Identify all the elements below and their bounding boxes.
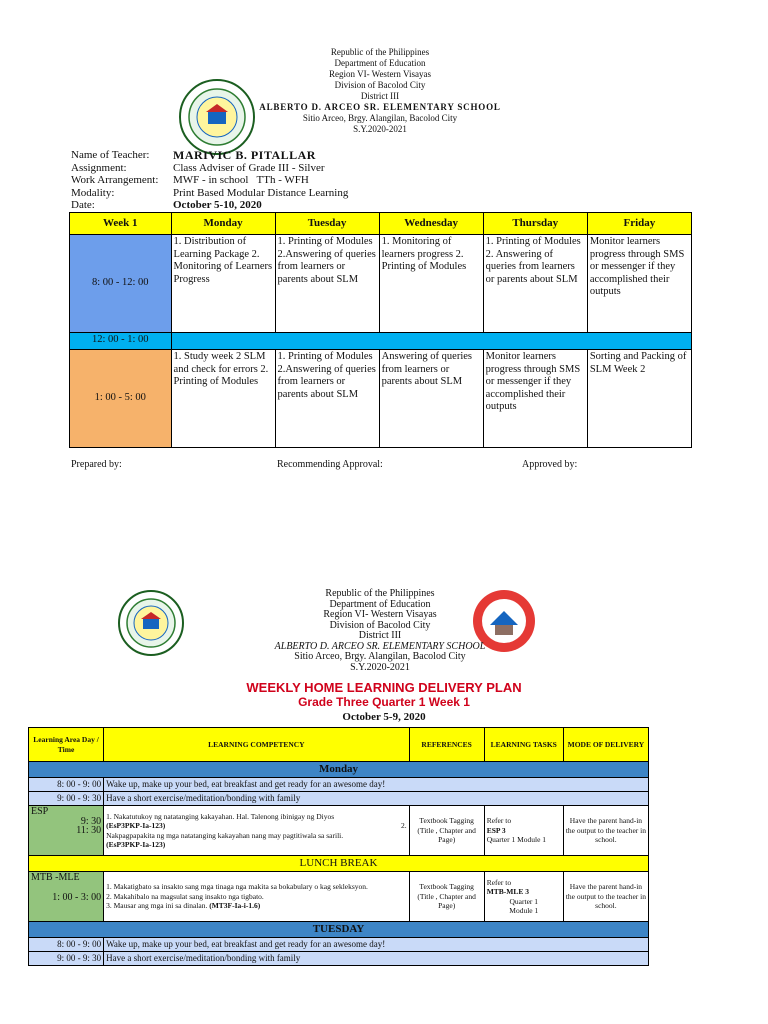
- competency-text: 1. Makatigbato sa insakto sang mga tinaga nga makita sa bokabulary o kag sekleksyon.: [106, 882, 368, 892]
- approved-by-label: Approved by:: [522, 459, 578, 470]
- task-text: Refer to: [486, 877, 512, 887]
- schedule-cell: Monitor learners progress through SMS or messenger if they accomplished their outputs: [483, 350, 587, 448]
- column-header: Friday: [587, 213, 691, 235]
- prepared-by-label: Prepared by:: [71, 459, 122, 470]
- routine-row: [29, 778, 649, 792]
- info-value: Class Adviser of Grade III - Silver: [173, 161, 325, 174]
- task-subject: ESP 3: [486, 825, 506, 835]
- learning-plan-table: [28, 727, 649, 966]
- schedule-row-am: [70, 235, 692, 333]
- schedule-row-pm: [70, 350, 692, 448]
- competency-text: 2. Makahibalo na magsulat sang insakto nga tigbato.: [106, 891, 264, 901]
- weekly-schedule-table: [69, 212, 692, 448]
- time-slot: 1: 00 - 5: 00: [70, 350, 172, 448]
- school-name: ALBERTO D. ARCEO SR. ELEMENTARY SCHOOL: [259, 102, 501, 112]
- learning-area-cell: [29, 806, 104, 856]
- routine-text: Have a short exercise/meditation/bonding with family: [104, 792, 649, 806]
- reference-cell: Textbook Tagging (Title , Chapter and Page): [409, 872, 484, 922]
- header-line: Department of Education: [329, 598, 431, 610]
- task-cell: [484, 806, 563, 856]
- day-band-tuesday: TUESDAY: [29, 922, 649, 938]
- competency-text: 1. Nakatutukoy ng natatanging kakayahan. Hal. Talenong ibinigay ng Diyos: [106, 811, 335, 821]
- schedule-cell: 1. Printing of Modules 2.Answering of queries from learners or parents about SLM: [275, 350, 379, 448]
- header-line: Department of Education: [334, 58, 426, 68]
- learning-area: MTB -MLE: [31, 872, 80, 883]
- esp-row: [29, 806, 649, 856]
- routine-time: 8: 00 - 9: 00: [29, 938, 104, 952]
- info-label: Date:: [71, 199, 95, 211]
- school-address: Sitio Arceo, Brgy. Alangilan, Bacolod City: [294, 651, 466, 662]
- info-date: October 5-10, 2020: [173, 199, 262, 211]
- routine-text: Have a short exercise/meditation/bonding with family: [104, 952, 649, 966]
- column-header: Wednesday: [379, 213, 483, 235]
- routine-text: Wake up, make up your bed, eat breakfast and get ready for an awesome day!: [104, 778, 649, 792]
- column-header: Tuesday: [275, 213, 379, 235]
- time-start: 9: 30: [80, 815, 102, 827]
- school-year: S.Y.2020-2021: [350, 661, 410, 673]
- learning-area: ESP: [31, 806, 49, 817]
- info-label: Modality:: [71, 186, 115, 199]
- competency-code: (EsP3PKP-Ia-123): [106, 840, 166, 849]
- column-header: Monday: [171, 213, 275, 235]
- lunch-band: [171, 333, 691, 350]
- task-subject: MTB-MLE 3: [486, 887, 529, 896]
- column-header: LEARNING COMPETENCY: [104, 728, 409, 762]
- time-range: 1: 00 - 3: 00: [52, 891, 102, 903]
- column-header: LEARNING TASKS: [484, 728, 563, 762]
- info-value: Print Based Modular Distance Learning: [173, 186, 349, 199]
- competency-code: (EsP3PKP-Ia-123): [106, 821, 166, 830]
- day-band-monday: Monday: [29, 762, 649, 778]
- header-line: Region VI- Western Visayas: [329, 69, 431, 79]
- column-header: Thursday: [483, 213, 587, 235]
- routine-row: [29, 938, 649, 952]
- recommending-approval-label: Recommending Approval:: [277, 459, 383, 470]
- competency-cell: [104, 872, 409, 922]
- time-slot: 8: 00 - 12: 00: [70, 235, 172, 333]
- task-text: Quarter 1: [509, 896, 539, 906]
- routine-text: Wake up, make up your bed, eat breakfast and get ready for an awesome day!: [104, 938, 649, 952]
- routine-time: 9: 00 - 9: 30: [29, 952, 104, 966]
- delivery-cell: Have the parent hand-in the output to the teacher in school.: [563, 872, 648, 922]
- task-cell: [484, 872, 563, 922]
- routine-time: 8: 00 - 9: 00: [29, 778, 104, 792]
- schedule-cell: 1. Distribution of Learning Package 2. Monitoring of Learners Progress: [171, 235, 275, 333]
- time-end: 11: 30: [76, 825, 102, 836]
- schedule-row-lunch: [70, 333, 692, 350]
- header-line: Region VI- Western Visayas: [323, 609, 437, 620]
- plan-date: October 5-9, 2020: [342, 711, 426, 723]
- info-value: MWF - in school TTh - WFH: [173, 174, 309, 186]
- schedule-cell: Monitor learners progress through SMS or messenger if they accomplished their outputs: [587, 235, 691, 333]
- routine-row: [29, 952, 649, 966]
- reference-cell: Textbook Tagging (Title , Chapter and Page): [409, 806, 484, 856]
- time-slot: 12: 00 - 1: 00: [70, 333, 172, 350]
- school-address: Sitio Arceo, Brgy. Alangilan, Bacolod City: [302, 113, 458, 123]
- task-text: Quarter 1 Module 1: [486, 835, 547, 845]
- schedule-cell: 1. Printing of Modules 2.Answering of queries from learners or parents about SLM: [275, 235, 379, 333]
- header-line: Division of Bacolod City: [334, 80, 426, 90]
- delivery-cell: Have the parent hand-in the output to the teacher in school.: [563, 806, 648, 856]
- info-label: Name of Teacher:: [71, 149, 150, 161]
- header-line: District III: [360, 91, 400, 101]
- task-text: Refer to: [486, 816, 512, 826]
- competency-text: Nakpagpapakita ng mga natatanging kakayahan nang may pagtitiwala sa sarili.: [106, 830, 344, 840]
- schedule-cell: 1. Printing of Modules 2. Answering of queries from learners or parents about SLM: [483, 235, 587, 333]
- mtb-row: [29, 872, 649, 922]
- header-line: District III: [358, 630, 402, 641]
- column-header: Learning Area Day / Time: [29, 728, 104, 762]
- column-header: Week 1: [70, 213, 172, 235]
- info-label: Assignment:: [71, 161, 127, 174]
- routine-time: 9: 00 - 9: 30: [29, 792, 104, 806]
- school-year: S.Y.2020-2021: [353, 124, 407, 134]
- plan-title: WEEKLY HOME LEARNING DELIVERY PLAN: [246, 680, 522, 695]
- competency-cell: [104, 806, 409, 856]
- header-line: Republic of the Philippines: [325, 588, 435, 599]
- competency-code: (MT3F-Ia-i-1.6): [209, 901, 261, 911]
- header-line: Republic of the Philippines: [330, 47, 430, 57]
- schedule-cell: 1. Monitoring of learners progress 2. Printing of Modules: [379, 235, 483, 333]
- schedule-cell: 1. Study week 2 SLM and check for errors 2. Printing of Modules: [171, 350, 275, 448]
- plan-subtitle: Grade Three Quarter 1 Week 1: [298, 695, 470, 709]
- competency-number: 2.: [400, 821, 407, 830]
- schedule-header-row: [70, 213, 692, 235]
- schedule-cell: Answering of queries from learners or parents about SLM: [379, 350, 483, 448]
- deped-seal: [117, 589, 185, 657]
- lunch-break-band: LUNCH BREAK: [29, 856, 649, 872]
- header-line: Division of Bacolod City: [329, 619, 431, 631]
- school-name: ALBERTO D. ARCEO SR. ELEMENTARY SCHOOL: [274, 640, 486, 652]
- column-header: MODE OF DELIVERY: [563, 728, 648, 762]
- routine-row: [29, 792, 649, 806]
- column-header: REFERENCES: [409, 728, 484, 762]
- teacher-info: [71, 149, 348, 212]
- learning-area-cell: [29, 872, 104, 922]
- task-text: Module 1: [509, 906, 539, 915]
- plan-header-row: [29, 728, 649, 762]
- schedule-cell: Sorting and Packing of SLM Week 2: [587, 350, 691, 448]
- info-label: Work Arrangement:: [71, 174, 159, 186]
- teacher-name: MARIVIC B. PITALLAR: [173, 148, 316, 162]
- competency-text: 3. Mausar ang mga ini sa dinalan.: [106, 901, 208, 911]
